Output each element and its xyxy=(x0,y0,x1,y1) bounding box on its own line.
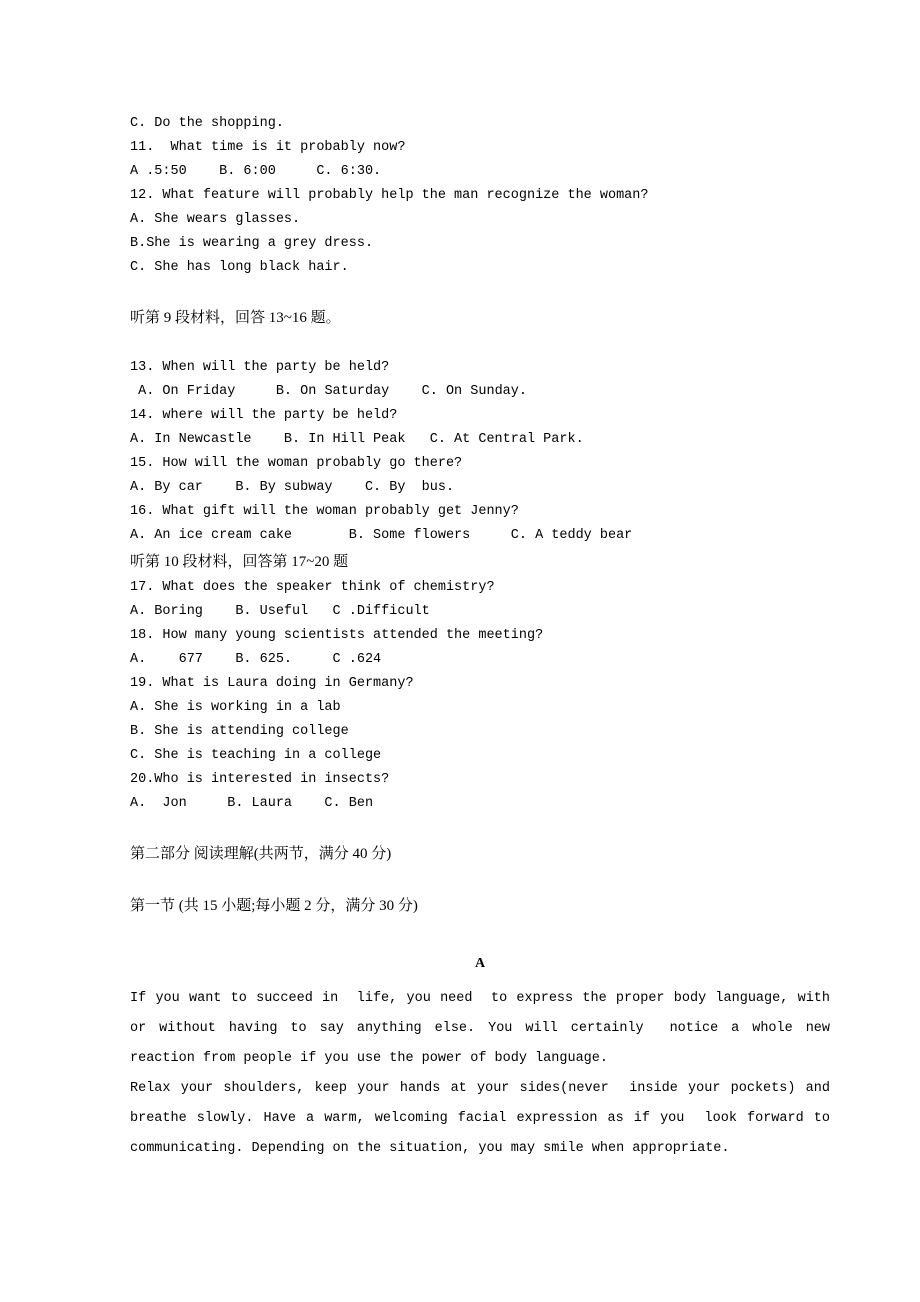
question-line: A. In Newcastle B. In Hill Peak C. At Central Park. xyxy=(130,432,584,447)
question-line: A. On Friday B. On Saturday C. On Sunday. xyxy=(130,384,527,399)
spacer xyxy=(130,332,830,356)
question-line: 11. What time is it probably now? xyxy=(130,140,406,155)
question-line: A. She is working in a lab xyxy=(130,700,341,715)
passage-paragraph: If you want to succeed in life, you need to express the proper body language, with or without having to say anything else. You will certainly notice a whole new reaction from people if you use the power of body language. xyxy=(130,991,839,1066)
passage-label-a: A xyxy=(474,956,486,971)
page-content xyxy=(130,112,839,1164)
question-line: B. She is attending college xyxy=(130,724,349,739)
question-line: A. By car B. By subway C. By bus. xyxy=(130,480,455,495)
spacer xyxy=(130,920,830,944)
questions-17-20-block xyxy=(130,576,830,816)
question-line: C. Do the shopping. xyxy=(130,116,284,131)
question-line: A .5:50 B. 6:00 C. 6:30. xyxy=(130,164,382,179)
material-9-heading: 听第 9 段材料，回答 13~16 题。 xyxy=(130,310,341,326)
passage-paragraph: Relax your shoulders, keep your hands at your sides(never inside your pockets) and breathe slowly. Have a warm, welcoming facial expression as if you look forward to communicating. Depending on the situation, you may smile when appropriate. xyxy=(130,1081,839,1156)
question-line: C. She is teaching in a college xyxy=(130,748,382,763)
question-line: A. She wears glasses. xyxy=(130,212,301,227)
question-line: 12. What feature will probably help the man recognize the woman? xyxy=(130,188,649,203)
reading-subsection-heading: 第一节 (共 15 小题;每小题 2 分，满分 30 分) xyxy=(130,898,418,914)
question-line: 19. What is Laura doing in Germany? xyxy=(130,676,414,691)
question-line: C. She has long black hair. xyxy=(130,260,349,275)
question-line: B.She is wearing a grey dress. xyxy=(130,236,374,251)
questions-13-16-block xyxy=(130,356,830,548)
spacer xyxy=(130,868,830,892)
question-line: A. Boring B. Useful C .Difficult xyxy=(130,604,430,619)
material-10-heading: 听第 10 段材料，回答第 17~20 题 xyxy=(130,554,349,570)
question-line: 13. When will the party be held? xyxy=(130,360,390,375)
question-line: A. 677 B. 625. C .624 xyxy=(130,652,382,667)
question-line: A. An ice cream cake B. Some flowers C. A teddy bear xyxy=(130,528,633,543)
question-line: 20.Who is interested in insects? xyxy=(130,772,390,787)
question-line: 14. where will the party be held? xyxy=(130,408,398,423)
reading-part-heading: 第二部分 阅读理解(共两节，满分 40 分) xyxy=(130,846,392,862)
spacer xyxy=(130,816,830,840)
question-line: A. Jon B. Laura C. Ben xyxy=(130,796,374,811)
spacer xyxy=(130,976,830,984)
spacer xyxy=(130,280,830,304)
question-line: 18. How many young scientists attended the meeting? xyxy=(130,628,544,643)
question-line: 17. What does the speaker think of chemistry? xyxy=(130,580,495,595)
question-line: 16. What gift will the woman probably get Jenny? xyxy=(130,504,519,519)
listening-questions-block xyxy=(130,112,830,280)
question-line: 15. How will the woman probably go there? xyxy=(130,456,463,471)
spacer xyxy=(130,944,830,952)
